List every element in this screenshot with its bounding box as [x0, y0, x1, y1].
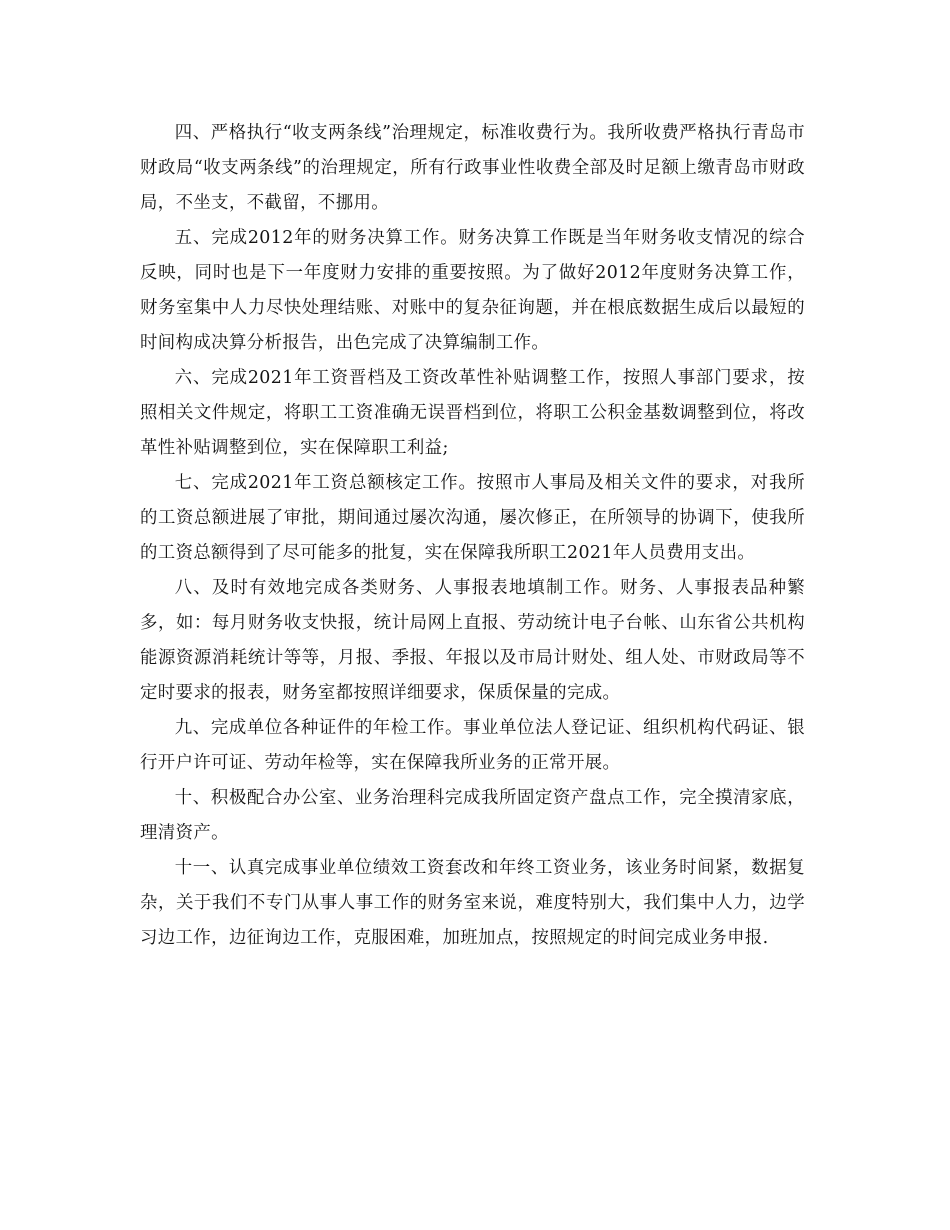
paragraph-9: 九、完成单位各种证件的年检工作。事业单位法人登记证、组织机构代码证、银行开户许可证、劳动年检等，实在保障我所业务的正常开展。	[140, 718, 805, 773]
document-body	[140, 116, 805, 956]
paragraph-6: 六、完成2021年工资晋档及工资改革性补贴调整工作，按照人事部门要求，按照相关文件规定，将职工工资准确无误晋档到位，将职工公积金基数调整到位，将改革性补贴调整到位，实在保障职工利益;	[140, 368, 805, 458]
paragraph-7: 七、完成2021年工资总额核定工作。按照市人事局及相关文件的要求，对我所的工资总额进展了审批，期间通过屡次沟通，屡次修正，在所领导的协调下，使我所的工资总额得到了尽可能多的批复，实在保障我所职工2021年人员费用支出。	[140, 473, 805, 563]
paragraph-10: 十、积极配合办公室、业务治理科完成我所固定资产盘点工作，完全摸清家底，理清资产。	[140, 788, 805, 843]
paragraph-4: 四、严格执行“收支两条线”治理规定，标准收费行为。我所收费严格执行青岛市财政局“收支两条线”的治理规定，所有行政事业性收费全部及时足额上缴青岛市财政局，不坐支，不截留，不挪用。	[140, 123, 805, 213]
paragraph-11: 十一、认真完成事业单位绩效工资套改和年终工资业务，该业务时间紧，数据复杂，关于我们不专门从事人事工作的财务室来说，难度特别大，我们集中人力，边学习边工作，边征询边工作，克服困难，加班加点，按照规定的时间完成业务申报.	[140, 858, 805, 948]
paragraph-5: 五、完成2012年的财务决算工作。财务决算工作既是当年财务收支情况的综合反映，同时也是下一年度财力安排的重要按照。为了做好2012年度财务决算工作，财务室集中人力尽快处理结账、对账中的复杂征询题，并在根底数据生成后以最短的时间构成决算分析报告，出色完成了决算编制工作。	[140, 228, 805, 353]
paragraph-8: 八、及时有效地完成各类财务、人事报表地填制工作。财务、人事报表品种繁多，如：每月财务收支快报，统计局网上直报、劳动统计电子台帐、山东省公共机构能源资源消耗统计等等，月报、季报、年报以及市局计财处、组人处、市财政局等不定时要求的报表，财务室都按照详细要求，保质保量的完成。	[140, 578, 805, 703]
